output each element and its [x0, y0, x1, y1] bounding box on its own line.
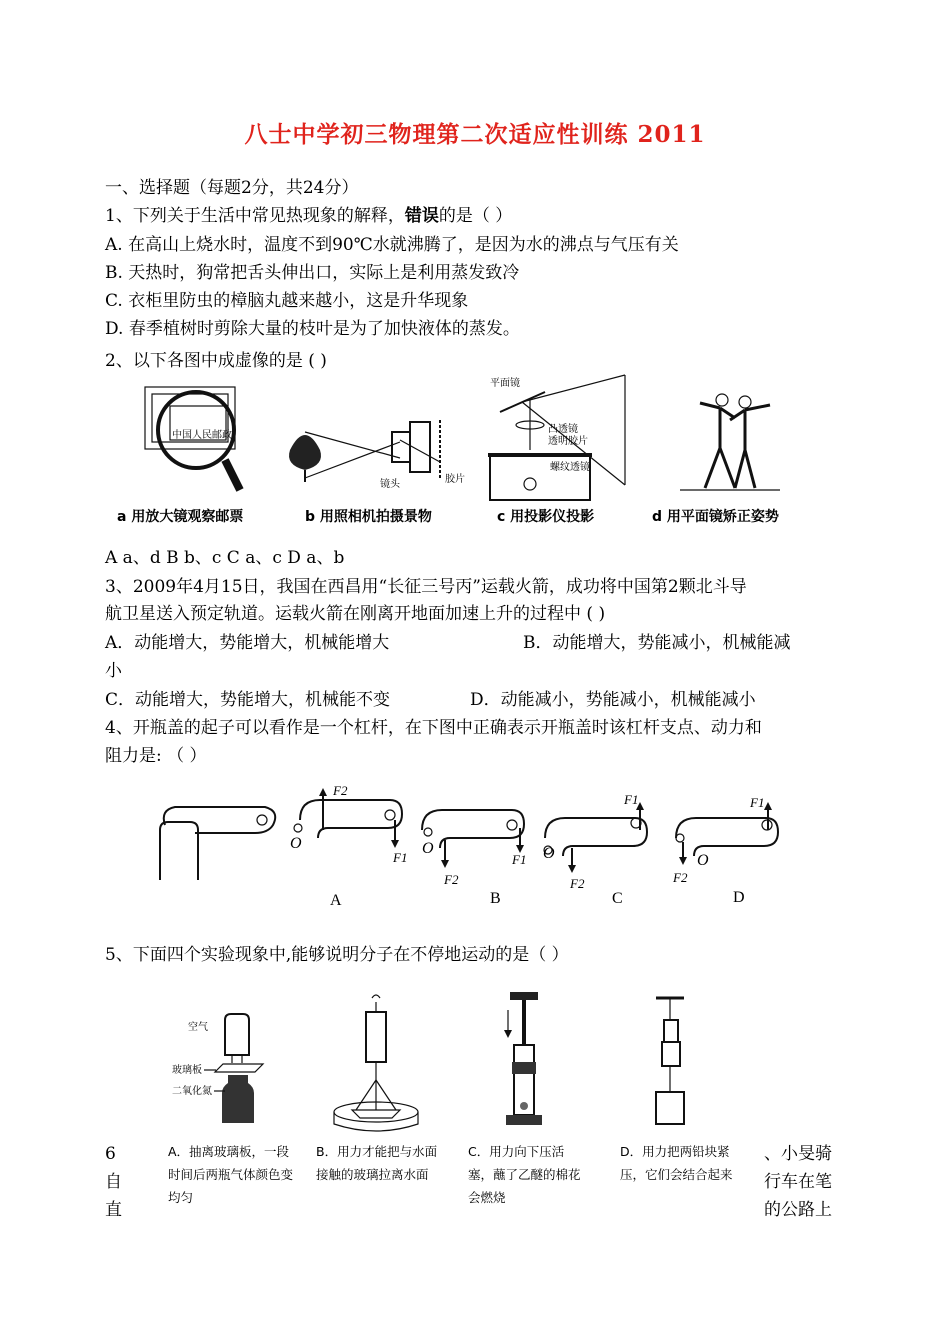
fulcrum-label-b: O	[422, 840, 434, 857]
q2-caption-d: d 用平面镜矫正姿势	[652, 509, 779, 525]
force-label-a-f2: F2	[333, 783, 348, 798]
fulcrum-label-d: O	[697, 852, 709, 869]
no2-label: 二氧化氮	[172, 1086, 212, 1097]
force-label-d-f2: F2	[673, 870, 688, 885]
air-label: 空气	[188, 1022, 208, 1033]
fulcrum-label-c: O	[543, 845, 555, 862]
fulcrum-label-a: O	[290, 835, 302, 852]
q1-emphasis: 错误	[404, 206, 439, 226]
q6-left-2: 自	[105, 1172, 122, 1192]
q3-line1: 3、2009年4月15日，我国在西昌用“长征三号丙”运载火箭，成功将中国第2颗北斗导	[105, 577, 747, 597]
q4-line2: 阻力是: （ ）	[105, 746, 207, 766]
force-label-c-f2: F2	[570, 876, 585, 891]
q1-option-c: C. 衣柜里防虫的樟脑丸越来越小，这是升华现象	[105, 291, 469, 311]
q2-stem: 2、以下各图中成虚像的是 ( )	[105, 351, 327, 371]
q4-line1: 4、开瓶盖的起子可以看作是一个杠杆，在下图中正确表示开瓶盖时该杠杆支点、动力和	[105, 718, 762, 738]
q2-caption-a: a 用放大镜观察邮票	[117, 509, 244, 525]
q1-stem: 1、下列关于生活中常见热现象的解释，错误的是（ ）	[105, 206, 513, 226]
lever-letter-d: D	[733, 889, 745, 906]
q6-right-1: 、小旻骑	[764, 1144, 832, 1164]
q6-right-2: 行车在笔	[764, 1172, 832, 1192]
force-label-d-f1: F1	[750, 795, 765, 810]
lead-blocks-figure	[656, 998, 684, 1124]
q3-option-b: B．动能增大，势能减小，机械能减	[523, 633, 791, 653]
lever-letter-a: A	[330, 892, 342, 909]
force-label-b-f2: F2	[444, 872, 459, 887]
q6-right-3: 的公路上	[764, 1200, 832, 1220]
lever-letter-c: C	[612, 890, 623, 907]
force-label-a-f1: F1	[393, 850, 408, 865]
glass-plate-label: 玻璃板	[172, 1065, 202, 1076]
q3-line2: 航卫星送入预定轨道。运载火箭在刚离开地面加速上升的过程中 ( )	[105, 604, 606, 624]
q5-option-a: A．抽离玻璃板，一段时间后两瓶气体颜色变均匀	[168, 1144, 294, 1205]
convex-lens-label: 凸透镜	[548, 424, 578, 435]
section-heading: 一、选择题（每题2分，共24分）	[105, 178, 359, 198]
q3-option-a: A．动能增大，势能增大，机械能增大	[105, 633, 390, 653]
q5-stem: 5、下面四个实验现象中,能够说明分子在不停地运动的是（ ）	[105, 945, 569, 965]
force-label-b-f1: F1	[512, 852, 527, 867]
q6-left-1: 6	[105, 1144, 116, 1164]
lever-letter-b: B	[490, 890, 501, 907]
q2-caption-c: c 用投影仪投影	[497, 509, 595, 525]
q1-option-d: D. 春季植树时剪除大量的枝叶是为了加快液体的蒸发。	[105, 319, 520, 339]
gas-diffusion-figure	[215, 1014, 263, 1123]
slide-label: 透明胶片	[548, 436, 588, 447]
mirror-label: 平面镜	[490, 378, 520, 389]
force-label-c-f1: F1	[624, 792, 639, 807]
q5-option-b: B．用力才能把与水面接触的玻璃拉离水面	[316, 1144, 438, 1182]
film-label: 胶片	[445, 474, 465, 485]
q5-option-d: D．用力把两铅块紧压，它们会结合起来	[620, 1144, 733, 1182]
q2-options: A a、d B b、c C a、c D a、b	[105, 548, 345, 568]
page-title: 八士中学初三物理第二次适应性训练 2011	[244, 121, 706, 148]
q3-option-d: D．动能减小，势能减小，机械能减小	[470, 690, 756, 710]
q2-caption-b: b 用照相机拍摄景物	[305, 509, 432, 525]
q3-option-c: C．动能增大，势能增大，机械能不变	[105, 690, 391, 710]
fresnel-label: 螺纹透镜	[550, 462, 590, 473]
piston-cylinder-figure	[504, 992, 542, 1125]
q5-option-c: C．用力向下压活塞，蘸了乙醚的棉花会燃烧	[468, 1144, 581, 1205]
stamp-label: 中国人民邮政	[172, 430, 232, 441]
spring-scale-figure	[334, 995, 418, 1131]
q1-option-b: B. 天热时，狗常把舌头伸出口，实际上是利用蒸发致冷	[105, 263, 520, 283]
q1-option-a: A. 在高山上烧水时，温度不到90℃水就沸腾了，是因为水的沸点与气压有关	[105, 235, 679, 255]
q3-option-b-wrap: 小	[105, 661, 122, 681]
lens-label: 镜头	[380, 479, 400, 490]
q6-left-3: 直	[105, 1200, 122, 1220]
